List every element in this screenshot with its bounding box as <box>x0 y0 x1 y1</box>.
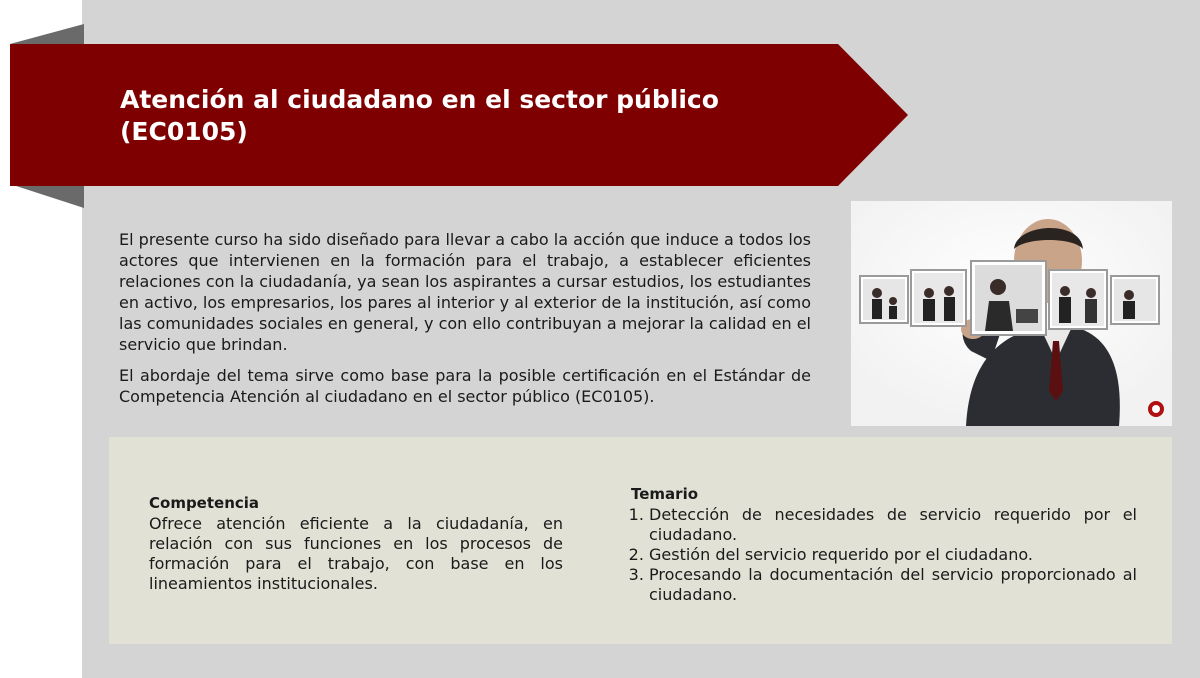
intro-paragraph-1: El presente curso ha sido diseñado para llevar a cabo la acción que induce a todos los actores que intervienen en la formación para el trabajo, a establecer eficientes relaciones con la ciudadanía, ya sean los aspirantes a cursar estudios, los estudiantes en activo, los empresarios, los pares al interior y al exterior de la institución, así como las comunidades sociales en general, y con ello contribuyan a mejorar la calidad en el servicio que brindan. <box>119 230 811 354</box>
page-title: Atención al ciudadano en el sector público (EC0105) <box>120 85 719 146</box>
temario-item-3: 3. Procesando la documentación del servicio proporcionado al ciudadano. <box>649 565 1137 605</box>
competencia-section <box>149 494 563 594</box>
temario-item-2: 2. Gestión del servicio requerido por el ciudadano. <box>649 545 1137 565</box>
temario-heading: Temario <box>631 485 699 503</box>
intro-text <box>119 229 811 417</box>
intro-paragraph-2: El abordaje del tema sirve como base para la posible certificación en el Estándar de Competencia Atención al ciudadano en el sector público (EC0105). <box>119 366 811 406</box>
businessman-touchscreen-image <box>851 201 1172 426</box>
temario-list <box>631 505 1137 605</box>
competencia-text: Ofrece atención eficiente a la ciudadanía, en relación con sus funciones en los procesos de formación para el trabajo, con base en los lineamientos institucionales. <box>149 514 563 593</box>
course-illustration <box>851 201 1172 426</box>
institution-seal <box>1148 401 1164 417</box>
competencia-heading: Competencia <box>149 494 260 512</box>
temario-section <box>631 485 1137 605</box>
temario-item-1: 1. Detección de necesidades de servicio requerido por el ciudadano. <box>649 505 1137 545</box>
